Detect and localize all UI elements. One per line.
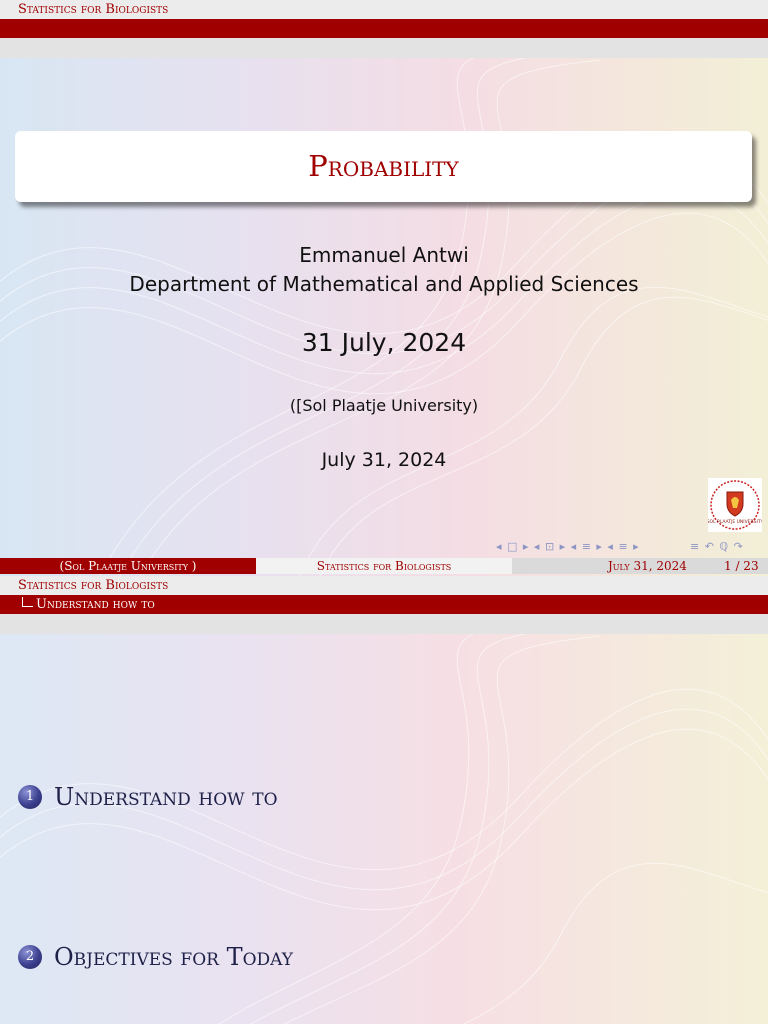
university-logo [708,478,762,532]
institute: ([Sol Plaatje University) [289,396,479,415]
toc-item[interactable] [18,782,278,812]
author-name: Emmanuel Antwi [299,243,469,267]
header-red-bar [0,19,768,38]
header-course-title: Statistics for Biologists [0,0,768,19]
toc-label: Understand how to [54,783,278,811]
toc-label: Objectives for Today [54,943,293,971]
subsection-label: Understand how to [36,597,155,612]
department: Department of Mathematical and Applied Sciences [129,272,639,296]
beamer-navigation-symbols[interactable]: ◂ □ ▸ ◂ ⊡ ▸ ◂ ≡ ▸ ◂ ≡ ▸ [496,540,640,553]
logo-text: SOL PLAATJE UNIVERSITY [708,520,762,525]
date-large: 31 July, 2024 [301,328,467,357]
slide-title: Probability [308,149,459,183]
footer-page-number: 1 / 23 [724,559,759,573]
footer-date: July 31, 2024 [608,559,687,573]
date: July 31, 2024 [321,449,447,471]
outline-slide [0,576,768,1024]
toc-number-ball: 2 [18,945,42,969]
header-gray-bar [0,38,768,58]
footer-course-title: Statistics for Biologists [256,558,512,574]
footer-institute: (Sol Plaatje University ) [0,558,256,574]
beamer-navigation-symbols-right[interactable]: ≡ ↶ ℚ ↷ [690,540,744,553]
footer-right [512,558,768,574]
header-course-title: Statistics for Biologists [0,576,768,595]
title-box [15,131,752,202]
toc-item[interactable] [18,942,293,972]
header-subsection [0,595,768,614]
toc-number-ball: 1 [18,785,42,809]
header-gray-bar [0,614,768,634]
subsection-tree-icon [22,597,33,607]
